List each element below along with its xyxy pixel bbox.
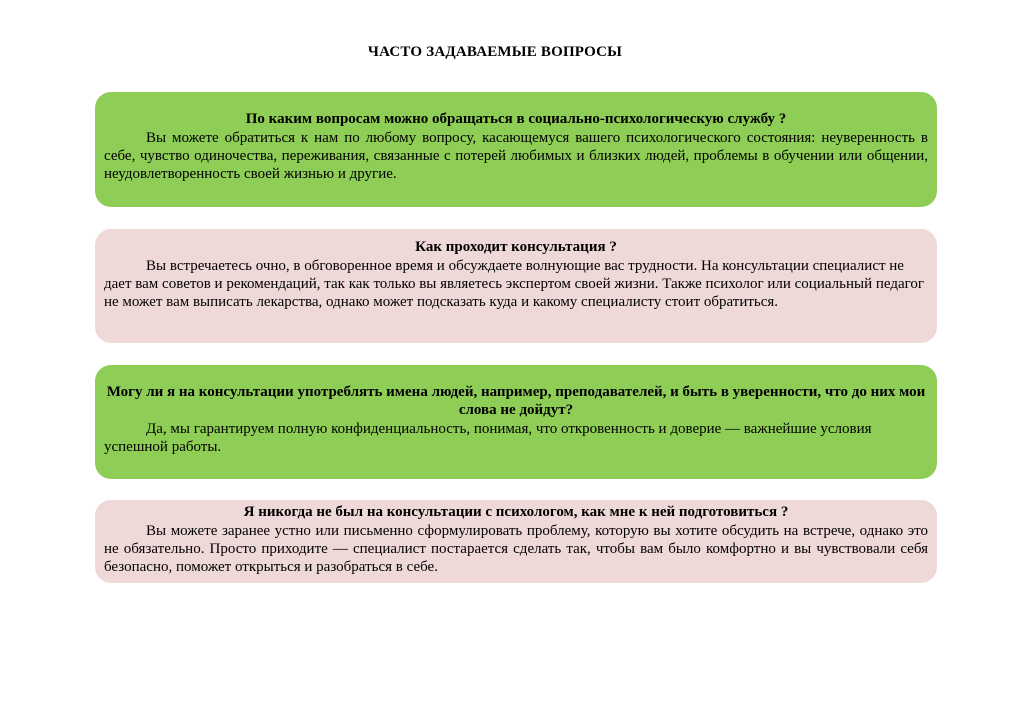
faq-question: Как проходит консультация ? [415,239,617,255]
faq-answer: Вы можете обратиться к нам по любому вопросу, касающемуся вашего психологического состояния: неуверенность в себе, чувство одиночества, переживания, связанные с потерей любимых и близких людей, проблемы в обучении или общении, неудовлетворенность своей жизнью и другие. [104,130,928,182]
faq-answer: Да, мы гарантируем полную конфиденциальность, понимая, что откровенность и доверие — важнейшие условия успешной работы. [104,421,872,455]
faq-answer: Вы встречаетесь очно, в обговоренное время и обсуждаете волнующие вас трудности. На консультации специалист не дает вам советов и рекомендаций, так как только вы являетесь экспертом своей жизни. Также психолог или социальный педагог не может вам выписать лекарства, однако может подсказать куда и какому специалисту стоит обратиться. [104,258,925,310]
faq-question: Я никогда не был на консультации с психологом, как мне к ней подготовиться ? [243,504,789,520]
faq-card-consult-topics [95,92,937,207]
page-title: ЧАСТО ЗАДАВАЕМЫЕ ВОПРОСЫ [367,44,623,60]
faq-answer: Вы можете заранее устно или письменно сформулировать проблему, которую вы хотите обсудить на встрече, однако это не обязательно. Просто приходите — специалист постарается сделать так, чтобы вам было комфортно и вы чувствовали себя безопасно, поможет открыться и разобраться в себе. [104,523,928,575]
faq-card-confidentiality [95,365,937,479]
faq-card-consultation-process [95,229,937,343]
faq-question: Могу ли я на консультации употреблять имена людей, например, преподавателей, и быть в уверенности, что до них мои слова не дойдут? [106,384,926,418]
faq-card-preparation [95,500,937,583]
faq-question: По каким вопросам можно обращаться в социально-психологическую службу ? [245,111,787,127]
